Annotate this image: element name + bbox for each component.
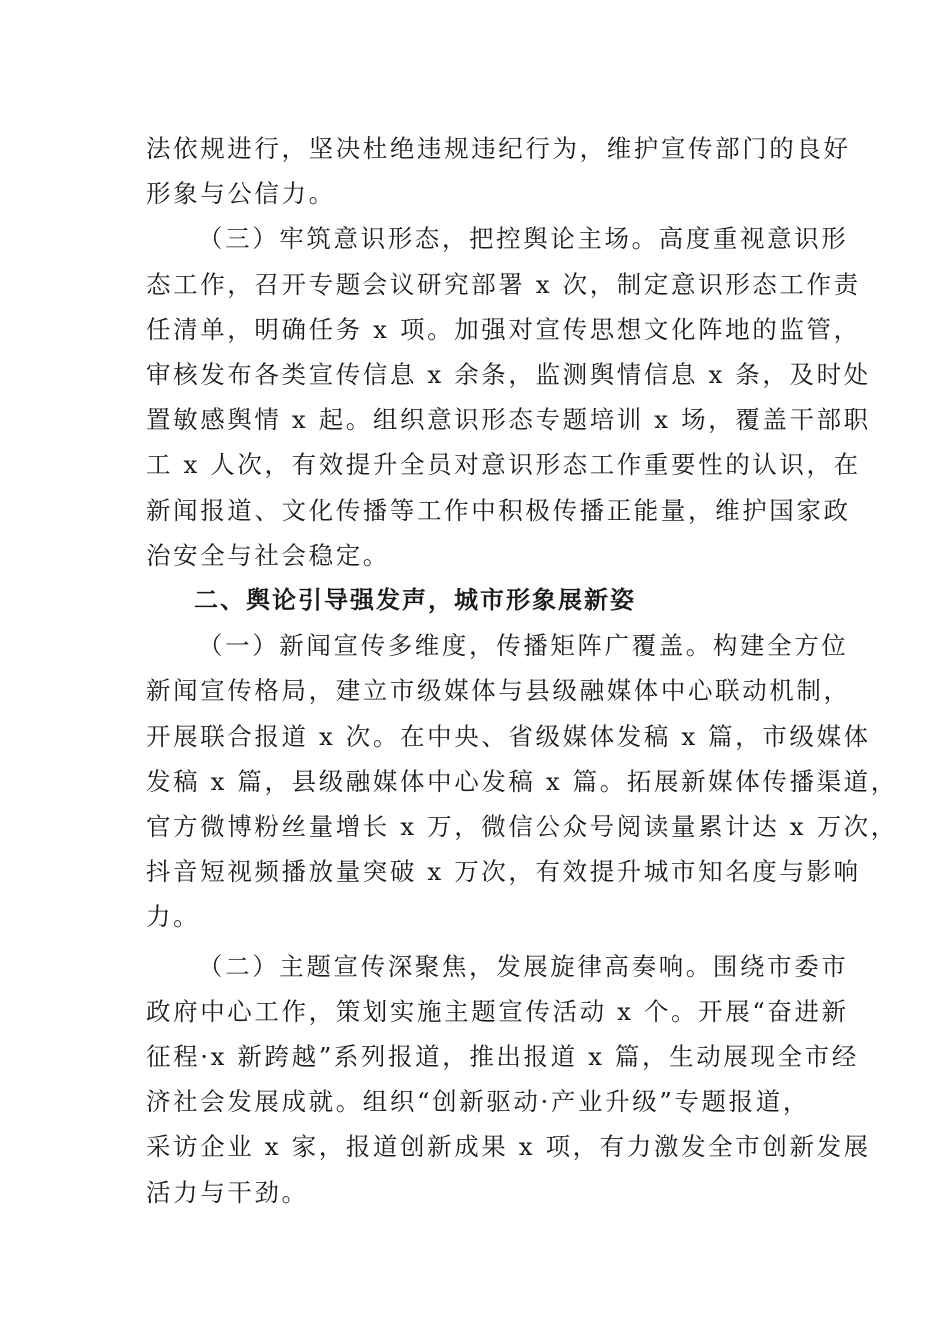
text-line: 置敏感舆情 x 起。组织意识形态专题培训 x 场，覆盖干部职 [146, 405, 871, 435]
text-line: （二）主题宣传深聚焦，发展旋律高奏响。围绕市委市 [198, 951, 849, 981]
text-line: 审核发布各类宣传信息 x 余条，监测舆情信息 x 条，及时处 [146, 360, 871, 390]
text-line: （三）牢筑意识形态，把控舆论主场。高度重视意识形 [198, 224, 849, 254]
text-line: 开展联合报道 x 次。在中央、省级媒体发稿 x 篇，市级媒体 [146, 721, 871, 751]
text-line: 征程·x 新跨越”系列报道，推出报道 x 篇，生动展现全市经 [146, 1042, 859, 1072]
text-line: 形象与公信力。 [146, 179, 336, 209]
text-line: 力。 [146, 902, 201, 932]
text-line: 法依规进行，坚决杜绝违规违纪行为，维护宣传部门的良好 [146, 134, 851, 163]
paragraph-continuation [146, 126, 851, 216]
text-line: 态工作，召开专题会议研究部署 x 次，制定意识形态工作责 [146, 269, 861, 299]
paragraph-news [146, 623, 898, 939]
text-line: 活力与干劲。 [146, 1177, 309, 1207]
text-line: 发稿 x 篇，县级融媒体中心发稿 x 篇。拓展新媒体传播渠道， [146, 766, 898, 796]
text-line: 新闻报道、文化传播等工作中积极传播正能量，维护国家政 [146, 495, 851, 525]
paragraph-theme [146, 944, 871, 1215]
text-line: （一）新闻宣传多维度，传播矩阵广覆盖。构建全方位 [198, 631, 849, 661]
paragraph-ideology [146, 216, 871, 578]
text-line: 任清单，明确任务 x 项。加强对宣传思想文化阵地的监管， [146, 314, 861, 344]
text-line: 政府中心工作，策划实施主题宣传活动 x 个。开展“奋进新 [146, 996, 849, 1026]
text-line: 工 x 人次，有效提升全员对意识形态工作重要性的认识，在 [146, 450, 861, 480]
text-line: 新闻宣传格局，建立市级媒体与县级融媒体中心联动机制， [146, 676, 851, 706]
document-page [146, 126, 898, 1215]
text-line: 官方微博粉丝量增长 x 万，微信公众号阅读量累计达 x 万次， [146, 812, 898, 842]
text-line: 抖音短视频播放量突破 x 万次，有效提升城市知名度与影响 [146, 857, 861, 887]
text-line: 采访企业 x 家，报道创新成果 x 项，有力激发全市创新发展 [146, 1132, 871, 1162]
text-line: 治安全与社会稳定。 [146, 540, 390, 570]
text-line: 济社会发展成就。组织“创新驱动·产业升级”专题报道， [146, 1087, 810, 1117]
section-heading: 二、舆论引导强发声，城市形象展新姿 [194, 586, 636, 615]
